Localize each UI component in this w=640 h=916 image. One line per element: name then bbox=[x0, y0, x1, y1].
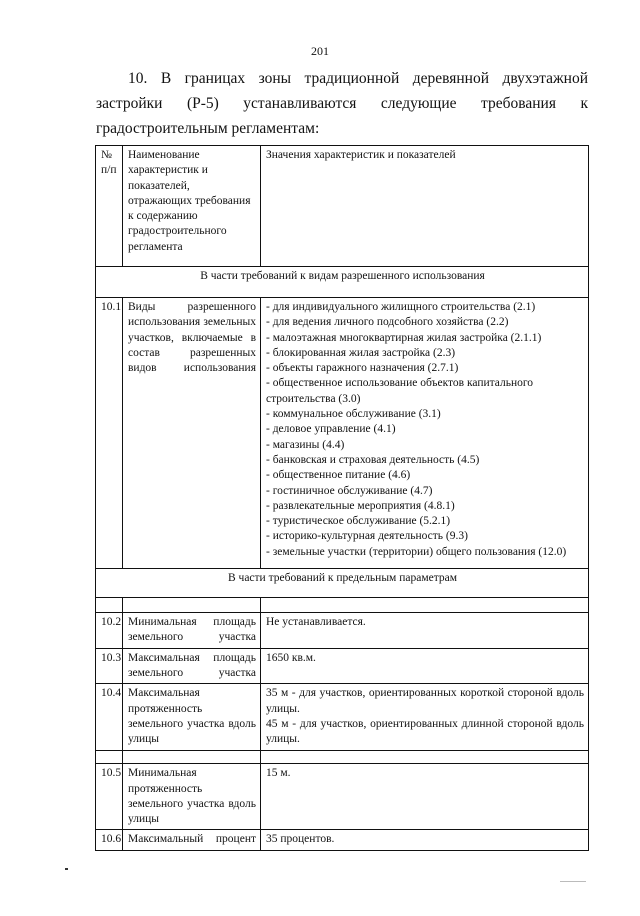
list-item: - гостиничное обслуживание (4.7) bbox=[266, 484, 433, 497]
row-name: Максимальная площадь земельного участка bbox=[123, 648, 261, 684]
intro-paragraph bbox=[96, 66, 588, 141]
page-number: 201 bbox=[311, 44, 329, 58]
section-title: В части требований к предельным параметрам bbox=[96, 569, 589, 598]
list-item: - коммунальное обслуживание (3.1) bbox=[266, 408, 441, 421]
table-row bbox=[96, 684, 589, 751]
list-item: - для индивидуального жилищного строительства (2.1) bbox=[266, 301, 536, 313]
list-item: - малоэтажная многоквартирная жилая застройка (2.1.1) bbox=[266, 331, 542, 344]
table-header-row bbox=[96, 146, 589, 267]
list-item: - туристическое обслуживание (5.2.1) bbox=[266, 515, 451, 528]
list-item: - магазины (4.4) bbox=[266, 438, 345, 451]
row-value: 15 м. bbox=[261, 764, 589, 830]
list-item: - банковская и страховая деятельность (4.5) bbox=[266, 453, 480, 466]
row-value: 1650 кв.м. bbox=[261, 648, 589, 684]
section-row-params bbox=[96, 569, 589, 598]
list-item: - общественное питание (4.6) bbox=[266, 469, 411, 482]
scan-speck bbox=[560, 881, 586, 882]
row-value-line: 45 м - для участков, ориентированных длинной стороной вдоль улицы. bbox=[266, 717, 584, 746]
row-name: Виды разрешенного использования земельных участков, включаемые в состав разрешенных видов использования bbox=[123, 298, 261, 569]
list-item: - блокированная жилая застройка (2.3) bbox=[266, 346, 456, 359]
header-num: № п/п bbox=[96, 146, 123, 267]
list-item: - для ведения личного подсобного хозяйства (2.2) bbox=[266, 316, 509, 329]
row-value: Не устанавливается. bbox=[261, 613, 589, 649]
row-num: 10.6 bbox=[96, 830, 123, 850]
section-row-uses bbox=[96, 267, 589, 298]
table-row bbox=[96, 830, 589, 850]
list-item: - деловое управление (4.1) bbox=[266, 423, 396, 436]
row-num: 10.3 bbox=[96, 648, 123, 684]
table-row bbox=[96, 764, 589, 830]
section-title: В части требований к видам разрешенного использования bbox=[96, 267, 589, 298]
row-value-line: 35 м - для участков, ориентированных короткой стороной вдоль улицы. bbox=[266, 687, 584, 715]
row-value-list bbox=[261, 298, 589, 569]
list-item: - земельные участки (территории) общего пользования (12.0) bbox=[266, 545, 567, 558]
row-num: 10.2 bbox=[96, 613, 123, 649]
row-name: Минимальная площадь земельного участка bbox=[123, 613, 261, 649]
list-item: - общественное использование объектов капитального строительства (3.0) bbox=[266, 377, 534, 405]
row-value: 35 процентов. bbox=[261, 830, 589, 850]
row-name: Минимальная протяженность земельного участка вдоль улицы bbox=[123, 764, 261, 830]
row-num: 10.1 bbox=[96, 298, 123, 569]
list-item: - объекты гаражного назначения (2.7.1) bbox=[266, 362, 459, 375]
row-num: 10.4 bbox=[96, 684, 123, 751]
intro-text: 10. В границах зоны традиционной деревянной двухэтажной застройки (Р-5) устанавливаются следующие требования к градостроительным регламентам: bbox=[96, 70, 588, 137]
table-row bbox=[96, 298, 589, 569]
list-item: - историко-культурная деятельность (9.3) bbox=[266, 530, 468, 543]
row-num: 10.5 bbox=[96, 764, 123, 830]
header-name: Наименование характеристик и показателей, отражающих требования к содержанию градостроительного регламента bbox=[123, 146, 261, 267]
table-row bbox=[96, 613, 589, 649]
row-name: Максимальная протяженность земельного участка вдоль улицы bbox=[123, 684, 261, 751]
scan-speck bbox=[65, 868, 68, 870]
list-item: - развлекательные мероприятия (4.8.1) bbox=[266, 499, 455, 512]
row-name: Максимальный процент bbox=[123, 830, 261, 850]
table-row bbox=[96, 648, 589, 684]
row-value bbox=[261, 684, 589, 751]
header-value: Значения характеристик и показателей bbox=[261, 146, 589, 267]
regulations-table bbox=[95, 145, 589, 851]
